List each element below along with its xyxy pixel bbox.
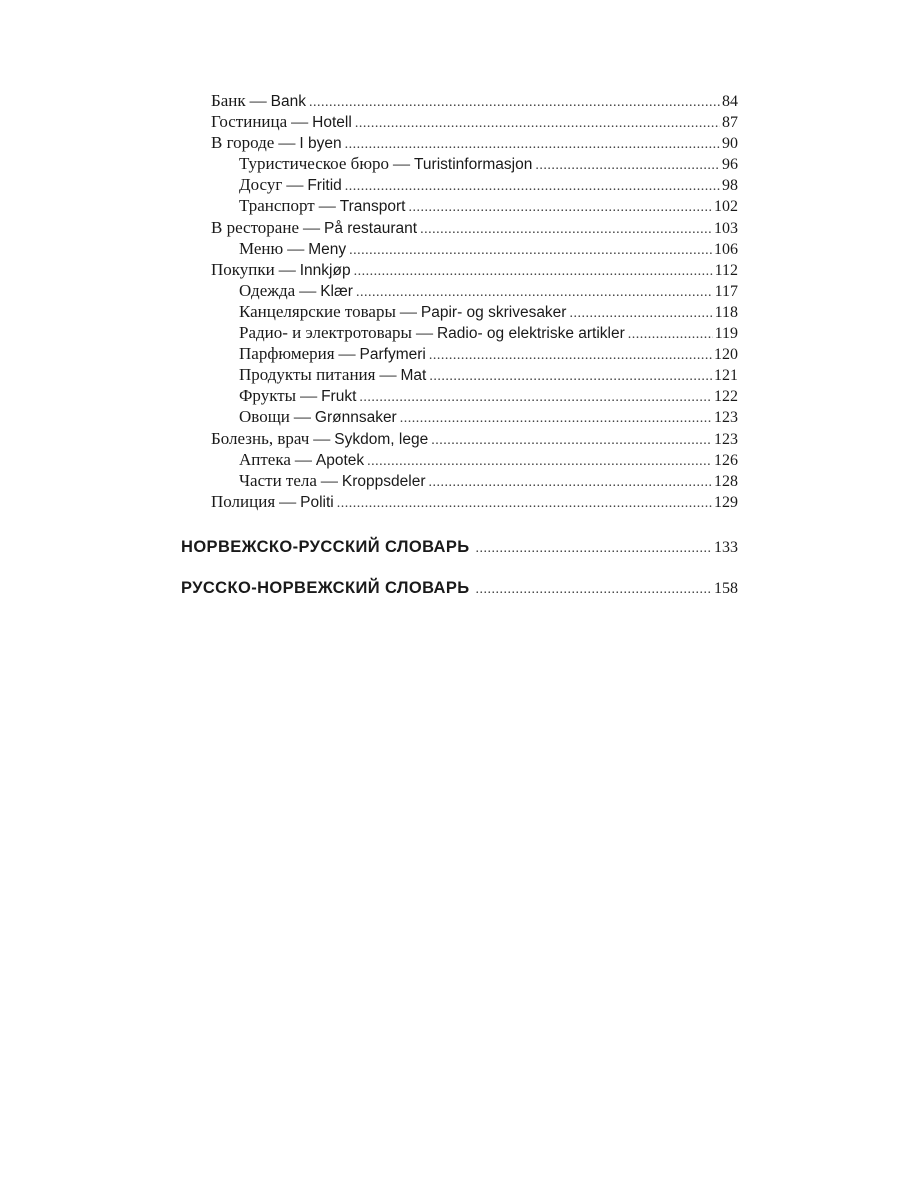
entry-dash: — bbox=[278, 259, 296, 279]
toc-subentry[interactable] bbox=[211, 406, 738, 427]
entry-title-norwegian: Innkjøp bbox=[299, 261, 351, 279]
entry-title-russian: Досуг bbox=[239, 175, 283, 195]
entry-title-russian: Овощи bbox=[239, 407, 290, 427]
dot-leader bbox=[409, 197, 713, 218]
dot-leader bbox=[309, 92, 720, 113]
entry-title-russian: Радио- и электротовары bbox=[239, 323, 412, 343]
entry-title-norwegian: Mat bbox=[400, 367, 427, 385]
entry-dash: — bbox=[293, 407, 311, 427]
toc-entry[interactable] bbox=[211, 428, 738, 449]
entry-title-russian: Одежда bbox=[239, 280, 296, 300]
entry-page-number: 128 bbox=[714, 472, 738, 490]
dot-leader bbox=[420, 219, 712, 240]
entry-title-norwegian: Frukt bbox=[321, 388, 357, 406]
dot-leader bbox=[400, 408, 712, 429]
entry-title-russian: Канцелярские товары bbox=[239, 301, 396, 321]
entry-title-norwegian: Turistinformasjon bbox=[414, 156, 533, 174]
entry-page-number: 106 bbox=[714, 240, 738, 258]
entry-title-norwegian: Hotell bbox=[312, 114, 352, 132]
entry-page-number: 121 bbox=[714, 367, 738, 385]
entry-title-norwegian: Apotek bbox=[315, 451, 365, 469]
toc-subentry[interactable] bbox=[211, 385, 738, 406]
entry-page-number: 122 bbox=[714, 388, 738, 406]
toc-subentry[interactable] bbox=[211, 301, 738, 322]
entry-page-number: 119 bbox=[714, 325, 738, 343]
dot-leader bbox=[367, 451, 712, 472]
entry-dash: — bbox=[379, 365, 397, 385]
toc-subentry[interactable] bbox=[211, 238, 738, 259]
entry-title-norwegian: Radio- og elektriske artikler bbox=[436, 325, 625, 343]
dot-leader bbox=[476, 538, 712, 560]
entry-title-russian: Части тела bbox=[239, 470, 317, 490]
toc-subentry[interactable] bbox=[211, 280, 738, 301]
dot-leader bbox=[429, 472, 713, 493]
dot-leader bbox=[356, 282, 713, 303]
table-of-contents bbox=[211, 90, 738, 512]
entry-title-norwegian: Kroppsdeler bbox=[341, 472, 426, 490]
entry-title-russian: Продукты питания bbox=[239, 365, 376, 385]
entry-dash: — bbox=[320, 470, 338, 490]
entry-title-norwegian: Grønnsaker bbox=[314, 409, 397, 427]
dot-leader bbox=[476, 579, 712, 601]
entry-dash: — bbox=[399, 301, 417, 321]
toc-entry[interactable] bbox=[211, 132, 738, 153]
entry-dash: — bbox=[294, 449, 312, 469]
entry-title-russian: Полиция bbox=[211, 491, 276, 511]
toc-subentry[interactable] bbox=[211, 343, 738, 364]
dot-leader bbox=[354, 261, 713, 282]
dot-leader bbox=[429, 366, 712, 387]
entry-page-number: 103 bbox=[714, 219, 738, 237]
dot-leader bbox=[359, 387, 712, 408]
dot-leader bbox=[345, 134, 720, 155]
entry-page-number: 129 bbox=[714, 493, 738, 511]
toc-subentry[interactable] bbox=[211, 153, 738, 174]
section-page-number: 133 bbox=[714, 539, 738, 556]
entry-title-russian: Транспорт bbox=[239, 196, 315, 216]
toc-entry[interactable] bbox=[211, 491, 738, 512]
entry-title-norwegian: På restaurant bbox=[324, 219, 418, 237]
entry-dash: — bbox=[291, 112, 309, 132]
dot-leader bbox=[431, 430, 712, 451]
entry-dash: — bbox=[338, 344, 356, 364]
entry-dash: — bbox=[299, 280, 317, 300]
entry-dash: — bbox=[318, 196, 336, 216]
entry-title-russian: Парфюмерия bbox=[239, 344, 335, 364]
entry-title-norwegian: Transport bbox=[339, 198, 406, 216]
entry-dash: — bbox=[286, 175, 304, 195]
entry-title-norwegian: Bank bbox=[270, 93, 307, 110]
entry-title-norwegian: Politi bbox=[300, 493, 334, 511]
entry-title-russian: Фрукты bbox=[239, 386, 297, 406]
dot-leader bbox=[535, 155, 720, 176]
entry-page-number: 84 bbox=[722, 93, 738, 110]
dot-leader bbox=[429, 345, 712, 366]
toc-subentry[interactable] bbox=[211, 449, 738, 470]
entry-page-number: 98 bbox=[722, 177, 738, 195]
entry-title-russian: Аптека bbox=[239, 449, 291, 469]
section-page-number: 158 bbox=[714, 580, 738, 597]
entry-dash: — bbox=[278, 133, 296, 153]
entry-title-russian: Гостиница bbox=[211, 112, 288, 132]
entry-dash: — bbox=[279, 491, 297, 511]
entry-title-norwegian: Parfymeri bbox=[359, 346, 426, 364]
entry-page-number: 126 bbox=[714, 451, 738, 469]
entry-dash: — bbox=[249, 91, 267, 110]
entry-title-russian: В ресторане bbox=[211, 217, 299, 237]
entry-dash: — bbox=[300, 386, 318, 406]
entry-title-russian: В городе bbox=[211, 133, 275, 153]
section-heading-russian-norwegian[interactable] bbox=[181, 577, 738, 599]
entry-title-norwegian: Papir- og skrivesaker bbox=[420, 303, 567, 321]
entry-page-number: 120 bbox=[714, 346, 738, 364]
toc-entry[interactable] bbox=[211, 90, 738, 111]
section-heading-norwegian-russian[interactable] bbox=[181, 536, 738, 558]
entry-page-number: 123 bbox=[714, 409, 738, 427]
toc-entry[interactable] bbox=[211, 111, 738, 132]
dot-leader bbox=[345, 176, 720, 197]
entry-page-number: 117 bbox=[714, 282, 738, 300]
entry-dash: — bbox=[313, 428, 331, 448]
toc-entry[interactable] bbox=[211, 217, 738, 238]
entry-dash: — bbox=[287, 238, 305, 258]
entry-dash: — bbox=[415, 323, 433, 343]
entry-page-number: 96 bbox=[722, 156, 738, 174]
dot-leader bbox=[349, 240, 712, 261]
entry-title-russian: Банк bbox=[211, 91, 246, 110]
entry-page-number: 102 bbox=[714, 198, 738, 216]
entry-page-number: 123 bbox=[714, 430, 738, 448]
toc-subentry[interactable] bbox=[211, 195, 738, 216]
dot-leader bbox=[628, 324, 713, 345]
entry-page-number: 87 bbox=[722, 114, 738, 132]
entry-title-russian: Покупки bbox=[211, 259, 275, 279]
section-title: РУССКО-НОРВЕЖСКИЙ СЛОВАРЬ bbox=[181, 579, 470, 597]
entry-dash: — bbox=[303, 217, 320, 237]
entry-title-norwegian: Meny bbox=[308, 240, 347, 258]
entry-title-russian: Болезнь, врач bbox=[211, 428, 310, 448]
entry-title-norwegian: Sykdom, lege bbox=[334, 430, 429, 448]
dot-leader bbox=[569, 303, 712, 324]
toc-subentry[interactable] bbox=[211, 364, 738, 385]
entry-page-number: 118 bbox=[714, 303, 738, 321]
toc-entry[interactable] bbox=[211, 259, 738, 280]
dot-leader bbox=[337, 493, 712, 514]
entry-page-number: 90 bbox=[722, 135, 738, 153]
toc-subentry[interactable] bbox=[211, 322, 738, 343]
entry-title-russian: Туристическое бюро bbox=[239, 154, 390, 174]
entry-title-norwegian: I byen bbox=[299, 135, 342, 153]
dot-leader bbox=[355, 113, 720, 134]
toc-subentry[interactable] bbox=[211, 174, 738, 195]
entry-title-norwegian: Klær bbox=[320, 282, 353, 300]
entry-page-number: 112 bbox=[714, 261, 738, 279]
entry-title-russian: Меню bbox=[239, 238, 284, 258]
toc-subentry[interactable] bbox=[211, 470, 738, 491]
entry-dash: — bbox=[393, 154, 411, 174]
entry-title-norwegian: Fritid bbox=[307, 177, 342, 195]
section-title: НОРВЕЖСКО-РУССКИЙ СЛОВАРЬ bbox=[181, 538, 470, 556]
